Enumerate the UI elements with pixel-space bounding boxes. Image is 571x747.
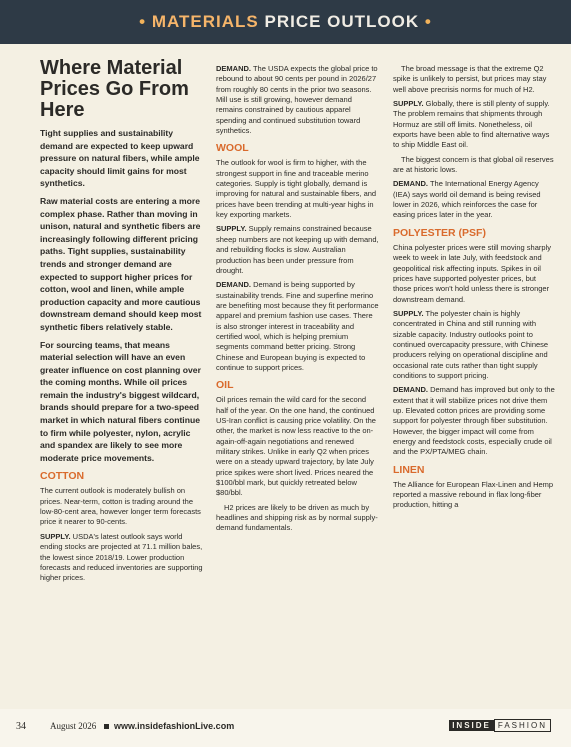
wool-demand-paragraph bbox=[216, 280, 379, 373]
oil-paragraph-4: The biggest concern is that global oil reserves are at historic lows. bbox=[393, 154, 554, 175]
lead-label: DEMAND. bbox=[393, 179, 428, 189]
section-heading-polyester: POLYESTER (PSF) bbox=[393, 226, 486, 239]
section-title-part1: MATERIALS bbox=[151, 12, 259, 31]
section-title-part2: PRICE OUTLOOK bbox=[264, 12, 420, 31]
lead-text: Demand is being supported by sustainability trends. Fine and superfine merino are benefiting most because they fit performance apparel and premium fashion use cases. There is also stronger interest in traceability and certified wool, which is helping premium segments command better pricing. Strong Chinese and European buying is expected to continue to support prices. bbox=[216, 280, 379, 372]
lead-text: The USDA expects the global price to rebound to about 90 cents per pound in 2026/27 from roughly 80 cents in the prior two seasons. Mill use is still growing, however demand remains constrained by cautious apparel spending and continued substitution toward synthetics. bbox=[216, 64, 378, 136]
lead-label: DEMAND. bbox=[393, 385, 428, 395]
lead-label: DEMAND. bbox=[216, 280, 251, 290]
section-heading-cotton: COTTON bbox=[40, 470, 85, 483]
bullet-icon: • bbox=[424, 12, 432, 31]
lead-text: The International Energy Agency (IEA) says world oil demand is being revised lower in 2026, which reinforces the case for easing prices later in the year. bbox=[393, 179, 541, 220]
page-footer bbox=[0, 709, 571, 747]
polyester-demand-paragraph bbox=[393, 385, 555, 457]
lead-text: Supply remains constrained because sheep numbers are not keeping up with demand, and rebuilding flocks is slow. Australian production has been under pressure from drought. bbox=[216, 224, 379, 275]
oil-paragraph-3: The broad message is that the extreme Q2 spike is unlikely to persist, but prices may stay well above precrisis norms for much of H2. bbox=[393, 64, 547, 94]
section-title bbox=[0, 12, 571, 32]
article-headline: Where Material Prices Go From Here bbox=[40, 57, 189, 121]
intro-paragraph: For sourcing teams, that means material selection will have an even greater influence on cost planning over the coming months. While oil prices remain the industry's biggest wildcard, brands should prepare for a two-speed market in which natural fibers continue to firm while polyester, nylon, acrylic and spandex are likely to see more moderate price movements. bbox=[40, 339, 201, 463]
lead-label: SUPPLY. bbox=[216, 224, 247, 234]
lead-text: Globally, there is still plenty of supply. The problem remains that shipments through Hormuz are still off limits. Nonetheless, oil exports have been able to find alternative ways to ship Middle East oil. bbox=[393, 99, 550, 150]
column-1 bbox=[40, 58, 205, 588]
cotton-supply-paragraph bbox=[40, 532, 205, 584]
section-heading-oil: OIL bbox=[216, 379, 234, 392]
section-heading-wool: WOOL bbox=[216, 142, 249, 155]
article-deck: Tight supplies and sustainability demand are expected to keep upward pressure on natural fibers, while ample capacity should limit gains for most synthetics. bbox=[40, 128, 200, 189]
supply-label: SUPPLY. bbox=[40, 531, 71, 541]
bullet-icon: • bbox=[139, 12, 147, 31]
intro-paragraph: Raw material costs are entering a more complex phase. Rather than moving in unison, natural and synthetic fibers are increasingly following different pricing paths. Tight supplies, sustainability trends and stronger demand are expected to support higher prices for cotton, wool and linen, while ample production capacity and more cautious downstream demand should keep most synthetic fibers relatively stable. bbox=[40, 195, 202, 332]
oil-supply-paragraph bbox=[393, 99, 555, 151]
lead-label: SUPPLY. bbox=[393, 99, 424, 109]
oil-demand-paragraph bbox=[393, 179, 555, 220]
separator-square-icon bbox=[104, 724, 109, 729]
logo-part2: FASHION bbox=[494, 719, 551, 732]
cotton-demand-paragraph bbox=[216, 64, 379, 136]
column-2 bbox=[216, 64, 379, 538]
section-heading-linen: LINEN bbox=[393, 463, 425, 476]
publication-logo bbox=[449, 721, 551, 730]
logo-part1: INSIDE bbox=[449, 720, 494, 731]
cotton-supply-text: USDA's latest outlook says world ending stocks are projected at 71.1 million bales, the lowest since 2018/19. Lower production forecasts and reduced inventories are supporting higher prices. bbox=[40, 531, 203, 583]
polyester-paragraph: China polyester prices were still moving sharply week to week in late July, with feedstock and geopolitical risk affecting inputs. Spikes in oil prices have supported polyester prices, but those prices won't hold unless there is stronger downstream demand. bbox=[393, 242, 551, 304]
oil-paragraph: Oil prices remain the wild card for the second half of the year. On the one hand, the continued US-Iran conflict is causing price volatility. On the other, the market is now less reactive to the on-again-off-again negotiations and renewed military strikes. Unlike in early Q2 when prices were on a steady upward trajectory, by late July price spikes were short lived. Prices neared the $100/bbl mark, but quickly retreated below $80/bbl. bbox=[216, 395, 376, 498]
wool-paragraph: The outlook for wool is firm to higher, with the strongest support in fine and traceable merino categories. Supply is tight globally, demand is improving for natural and sustainable fibers, and prices have been trending at multi-year highs in key exporting markets. bbox=[216, 158, 377, 220]
lead-text: Demand has improved but only to the extent that it will stabilize prices not drive them up. Elevated cotton prices are providing some support for polyester through fiber substitution. However, the bigger impact will come from energy and feedstock costs, especially crude oil and the PX/PTA/MEG chain. bbox=[393, 385, 555, 457]
column-2-body bbox=[216, 64, 379, 534]
linen-paragraph: The Alliance for European Flax-Linen and Hemp reported a massive rebound in flax long-fiber production, hitting a bbox=[393, 479, 554, 510]
polyester-supply-paragraph bbox=[393, 309, 555, 381]
issue-date: August 2026 bbox=[50, 721, 97, 731]
section-header-bar bbox=[0, 0, 571, 44]
lead-text: The polyester chain is highly concentrated in China and still running with sizable capacity. Industry outlooks point to continued overcapacity pressure, with Chinese producers relying on operational discipline and occasional rate cuts rather than tight supply conditions to support pricing. bbox=[393, 308, 549, 380]
column-3-body bbox=[393, 64, 555, 511]
oil-paragraph-2: H2 prices are likely to be driven as much by headlines and shipping risk as by normal supply-demand fundamentals. bbox=[216, 502, 378, 533]
wool-supply-paragraph bbox=[216, 224, 379, 276]
website-link[interactable]: www.insidefashionLive.com bbox=[114, 721, 235, 731]
column-3 bbox=[393, 64, 555, 515]
lead-label: DEMAND. bbox=[216, 64, 251, 73]
lead-label: SUPPLY. bbox=[393, 308, 424, 318]
page-number: 34 bbox=[16, 721, 26, 732]
cotton-paragraph: The current outlook is moderately bullish on prices. Near-term, cotton is trading around the low-80-cent area, however longer term forecasts price it nearer to 90-cents. bbox=[40, 486, 201, 527]
